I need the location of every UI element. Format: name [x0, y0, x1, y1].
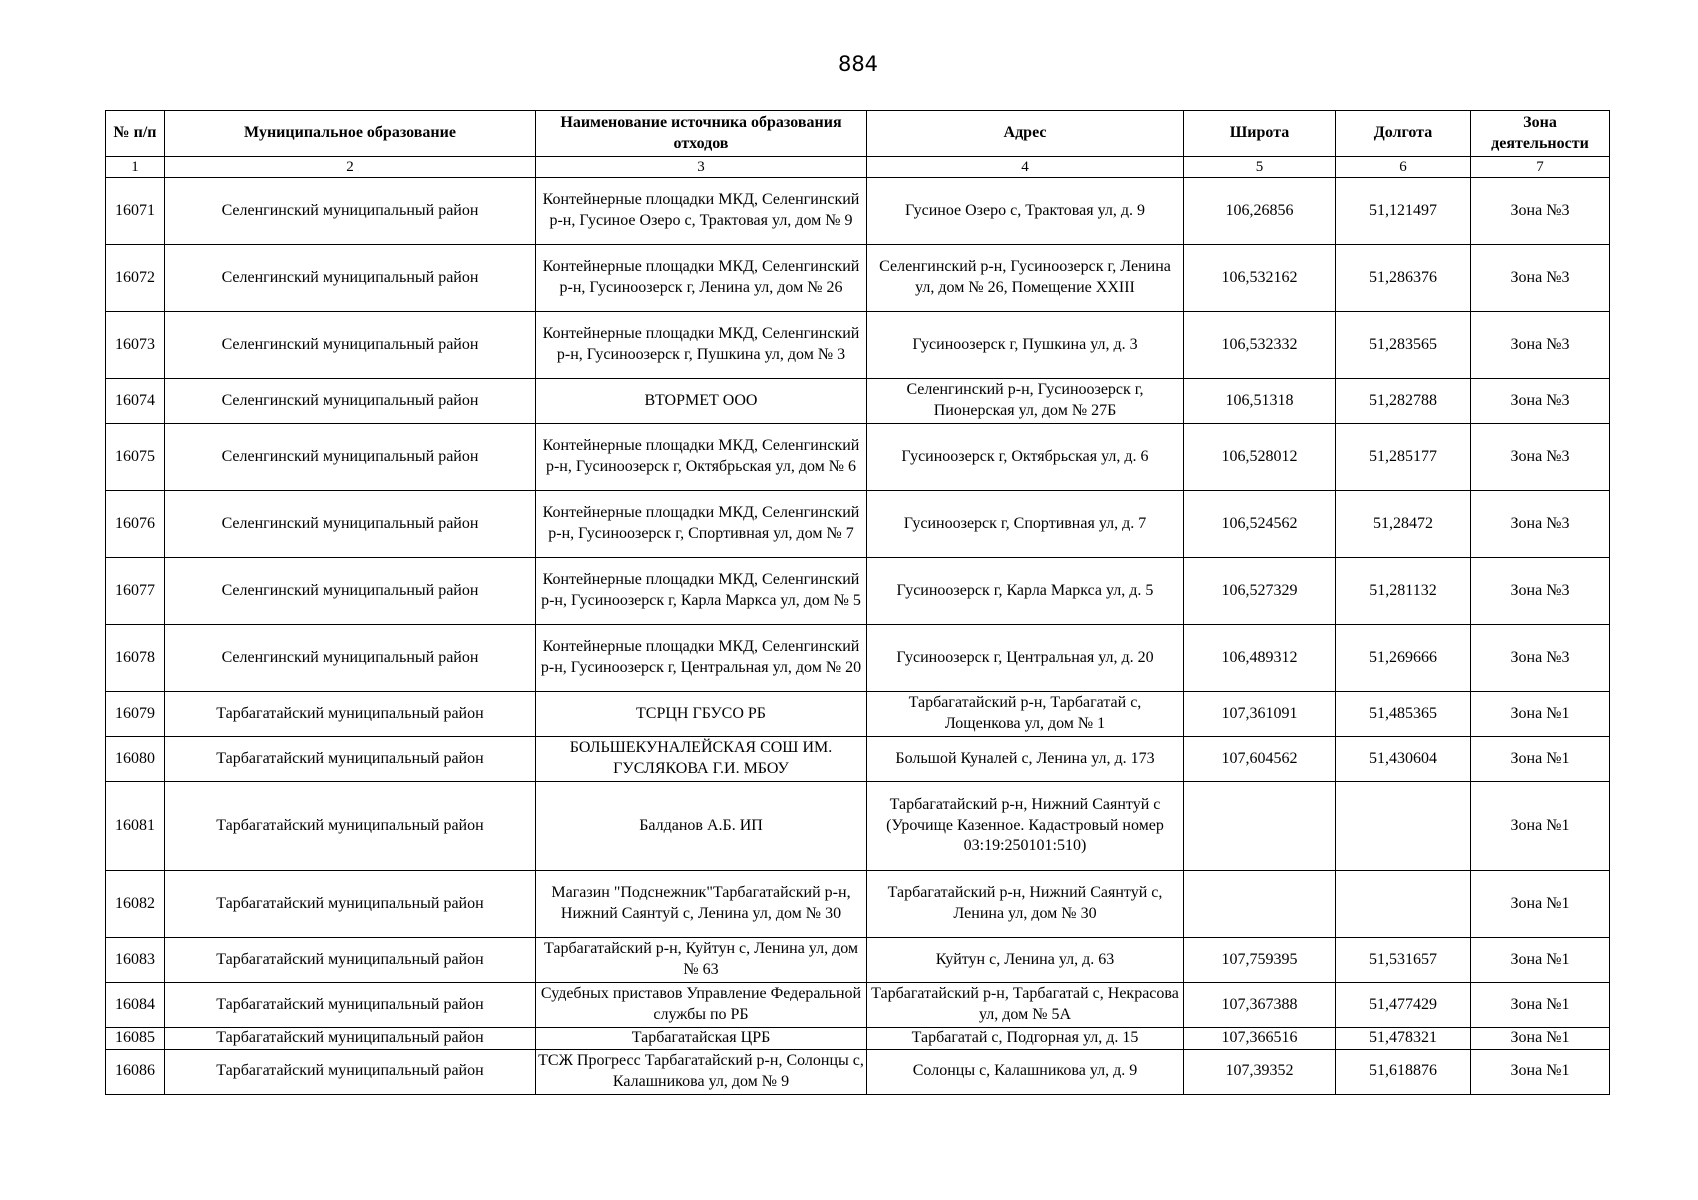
- column-number: 6: [1336, 157, 1471, 178]
- cell-index: 16083: [106, 938, 165, 983]
- cell-latitude: 107,39352: [1184, 1049, 1336, 1094]
- column-number-row: [106, 157, 1610, 178]
- cell-latitude: 107,604562: [1184, 737, 1336, 782]
- header-cell: Широта: [1184, 111, 1336, 157]
- cell-index: 16084: [106, 983, 165, 1028]
- cell-source-name: Контейнерные площадки МКД, Селенгинский р-н, Гусиноозерск г, Пушкина ул, дом № 3: [536, 312, 867, 379]
- cell-longitude: 51,286376: [1336, 245, 1471, 312]
- column-number: 4: [867, 157, 1184, 178]
- cell-index: 16080: [106, 737, 165, 782]
- column-number: 7: [1471, 157, 1610, 178]
- cell-municipality: Тарбагатайский муниципальный район: [165, 1049, 536, 1094]
- cell-municipality: Тарбагатайский муниципальный район: [165, 938, 536, 983]
- cell-municipality: Селенгинский муниципальный район: [165, 491, 536, 558]
- cell-address: Гусиноозерск г, Спортивная ул, д. 7: [867, 491, 1184, 558]
- cell-latitude: 107,759395: [1184, 938, 1336, 983]
- table-row: [106, 1028, 1610, 1050]
- cell-zone: Зона №1: [1471, 871, 1610, 938]
- cell-index: 16078: [106, 625, 165, 692]
- table-row: [106, 871, 1610, 938]
- cell-source-name: Контейнерные площадки МКД, Селенгинский р-н, Гусиноозерск г, Ленина ул, дом № 26: [536, 245, 867, 312]
- cell-municipality: Селенгинский муниципальный район: [165, 178, 536, 245]
- cell-longitude: 51,485365: [1336, 692, 1471, 737]
- table-row: [106, 245, 1610, 312]
- cell-municipality: Тарбагатайский муниципальный район: [165, 983, 536, 1028]
- cell-longitude: 51,531657: [1336, 938, 1471, 983]
- cell-index: 16082: [106, 871, 165, 938]
- cell-index: 16077: [106, 558, 165, 625]
- column-number: 2: [165, 157, 536, 178]
- cell-municipality: Селенгинский муниципальный район: [165, 379, 536, 424]
- cell-zone: Зона №1: [1471, 1049, 1610, 1094]
- cell-address: Тарбагатайский р-н, Нижний Саянтуй с (Урочище Казенное. Кадастровый номер 03:19:250101:510): [867, 782, 1184, 871]
- cell-longitude: 51,121497: [1336, 178, 1471, 245]
- table-row: [106, 737, 1610, 782]
- cell-zone: Зона №1: [1471, 1028, 1610, 1050]
- cell-address: Селенгинский р-н, Гусиноозерск г, Ленина ул, дом № 26, Помещение XXIII: [867, 245, 1184, 312]
- cell-source-name: ВТОРМЕТ ООО: [536, 379, 867, 424]
- cell-address: Куйтун с, Ленина ул, д. 63: [867, 938, 1184, 983]
- cell-latitude: 106,524562: [1184, 491, 1336, 558]
- cell-source-name: Контейнерные площадки МКД, Селенгинский р-н, Гусиноозерск г, Спортивная ул, дом № 7: [536, 491, 867, 558]
- cell-source-name: Контейнерные площадки МКД, Селенгинский р-н, Гусиноозерск г, Октябрьская ул, дом № 6: [536, 424, 867, 491]
- cell-longitude: [1336, 782, 1471, 871]
- cell-address: Гусиное Озеро с, Трактовая ул, д. 9: [867, 178, 1184, 245]
- table-row: [106, 558, 1610, 625]
- cell-address: Гусиноозерск г, Карла Маркса ул, д. 5: [867, 558, 1184, 625]
- cell-index: 16071: [106, 178, 165, 245]
- cell-longitude: 51,281132: [1336, 558, 1471, 625]
- cell-zone: Зона №3: [1471, 424, 1610, 491]
- cell-longitude: 51,477429: [1336, 983, 1471, 1028]
- cell-source-name: ТСЖ Прогресс Тарбагатайский р-н, Солонцы с, Калашникова ул, дом № 9: [536, 1049, 867, 1094]
- cell-longitude: 51,285177: [1336, 424, 1471, 491]
- cell-municipality: Тарбагатайский муниципальный район: [165, 782, 536, 871]
- cell-latitude: 106,532162: [1184, 245, 1336, 312]
- header-row: [106, 111, 1610, 157]
- column-number: 5: [1184, 157, 1336, 178]
- header-cell: Наименование источника образования отходов: [536, 111, 867, 157]
- cell-index: 16085: [106, 1028, 165, 1050]
- cell-source-name: Тарбагатайская ЦРБ: [536, 1028, 867, 1050]
- cell-latitude: 106,528012: [1184, 424, 1336, 491]
- cell-address: Гусиноозерск г, Центральная ул, д. 20: [867, 625, 1184, 692]
- cell-index: 16086: [106, 1049, 165, 1094]
- cell-latitude: 106,532332: [1184, 312, 1336, 379]
- cell-municipality: Селенгинский муниципальный район: [165, 625, 536, 692]
- cell-zone: Зона №1: [1471, 737, 1610, 782]
- cell-latitude: 107,366516: [1184, 1028, 1336, 1050]
- table-row: [106, 312, 1610, 379]
- cell-longitude: 51,269666: [1336, 625, 1471, 692]
- cell-source-name: Контейнерные площадки МКД, Селенгинский р-н, Гусиноозерск г, Карла Маркса ул, дом № 5: [536, 558, 867, 625]
- cell-source-name: Судебных приставов Управление Федеральной службы по РБ: [536, 983, 867, 1028]
- table-row: [106, 178, 1610, 245]
- column-number: 1: [106, 157, 165, 178]
- cell-zone: Зона №3: [1471, 625, 1610, 692]
- cell-zone: Зона №3: [1471, 178, 1610, 245]
- cell-latitude: 106,51318: [1184, 379, 1336, 424]
- cell-municipality: Тарбагатайский муниципальный район: [165, 737, 536, 782]
- page-number: 884: [837, 52, 879, 76]
- cell-latitude: 107,361091: [1184, 692, 1336, 737]
- cell-latitude: 106,489312: [1184, 625, 1336, 692]
- cell-source-name: Контейнерные площадки МКД, Селенгинский р-н, Гусиное Озеро с, Трактовая ул, дом № 9: [536, 178, 867, 245]
- cell-latitude: 106,527329: [1184, 558, 1336, 625]
- table-body: [106, 178, 1610, 1095]
- cell-longitude: 51,282788: [1336, 379, 1471, 424]
- cell-index: 16072: [106, 245, 165, 312]
- cell-latitude: [1184, 871, 1336, 938]
- header-cell: Долгота: [1336, 111, 1471, 157]
- cell-longitude: 51,283565: [1336, 312, 1471, 379]
- cell-address: Гусиноозерск г, Октябрьская ул, д. 6: [867, 424, 1184, 491]
- cell-zone: Зона №3: [1471, 245, 1610, 312]
- cell-longitude: 51,618876: [1336, 1049, 1471, 1094]
- cell-zone: Зона №3: [1471, 558, 1610, 625]
- cell-zone: Зона №3: [1471, 312, 1610, 379]
- table-row: [106, 983, 1610, 1028]
- cell-longitude: 51,28472: [1336, 491, 1471, 558]
- header-cell: Адрес: [867, 111, 1184, 157]
- cell-zone: Зона №3: [1471, 491, 1610, 558]
- cell-address: Солонцы с, Калашникова ул, д. 9: [867, 1049, 1184, 1094]
- cell-address: Тарбагатайский р-н, Тарбагатай с, Некрасова ул, дом № 5А: [867, 983, 1184, 1028]
- cell-source-name: БОЛЬШЕКУНАЛЕЙСКАЯ СОШ ИМ. ГУСЛЯКОВА Г.И. МБОУ: [536, 737, 867, 782]
- cell-index: 16079: [106, 692, 165, 737]
- cell-source-name: Балданов А.Б. ИП: [536, 782, 867, 871]
- table-row: [106, 1049, 1610, 1094]
- cell-municipality: Тарбагатайский муниципальный район: [165, 1028, 536, 1050]
- table-row: [106, 625, 1610, 692]
- cell-index: 16076: [106, 491, 165, 558]
- cell-index: 16073: [106, 312, 165, 379]
- cell-municipality: Тарбагатайский муниципальный район: [165, 871, 536, 938]
- cell-zone: Зона №3: [1471, 379, 1610, 424]
- cell-longitude: [1336, 871, 1471, 938]
- column-number: 3: [536, 157, 867, 178]
- cell-zone: Зона №1: [1471, 983, 1610, 1028]
- table-row: [106, 782, 1610, 871]
- header-cell: Зона деятельности: [1471, 111, 1610, 157]
- table-row: [106, 491, 1610, 558]
- table-row: [106, 938, 1610, 983]
- cell-address: Тарбагатай с, Подгорная ул, д. 15: [867, 1028, 1184, 1050]
- cell-longitude: 51,430604: [1336, 737, 1471, 782]
- cell-source-name: ТСРЦН ГБУСО РБ: [536, 692, 867, 737]
- cell-longitude: 51,478321: [1336, 1028, 1471, 1050]
- cell-municipality: Селенгинский муниципальный район: [165, 424, 536, 491]
- cell-address: Гусиноозерск г, Пушкина ул, д. 3: [867, 312, 1184, 379]
- cell-municipality: Селенгинский муниципальный район: [165, 312, 536, 379]
- table-row: [106, 424, 1610, 491]
- cell-index: 16075: [106, 424, 165, 491]
- cell-source-name: Контейнерные площадки МКД, Селенгинский р-н, Гусиноозерск г, Центральная ул, дом № 20: [536, 625, 867, 692]
- cell-municipality: Селенгинский муниципальный район: [165, 245, 536, 312]
- cell-municipality: Селенгинский муниципальный район: [165, 558, 536, 625]
- cell-latitude: 107,367388: [1184, 983, 1336, 1028]
- cell-latitude: [1184, 782, 1336, 871]
- table-row: [106, 692, 1610, 737]
- cell-address: Тарбагатайский р-н, Тарбагатай с, Лощенкова ул, дом № 1: [867, 692, 1184, 737]
- cell-source-name: Тарбагатайский р-н, Куйтун с, Ленина ул, дом № 63: [536, 938, 867, 983]
- cell-municipality: Тарбагатайский муниципальный район: [165, 692, 536, 737]
- cell-index: 16081: [106, 782, 165, 871]
- cell-source-name: Магазин "Подснежник"Тарбагатайский р-н, Нижний Саянтуй с, Ленина ул, дом № 30: [536, 871, 867, 938]
- cell-zone: Зона №1: [1471, 782, 1610, 871]
- table-row: [106, 379, 1610, 424]
- cell-address: Селенгинский р-н, Гусиноозерск г, Пионерская ул, дом № 27Б: [867, 379, 1184, 424]
- cell-zone: Зона №1: [1471, 938, 1610, 983]
- cell-zone: Зона №1: [1471, 692, 1610, 737]
- header-cell: Муниципальное образование: [165, 111, 536, 157]
- cell-address: Большой Куналей с, Ленина ул, д. 173: [867, 737, 1184, 782]
- cell-latitude: 106,26856: [1184, 178, 1336, 245]
- cell-address: Тарбагатайский р-н, Нижний Саянтуй с, Ленина ул, дом № 30: [867, 871, 1184, 938]
- header-cell: № п/п: [106, 111, 165, 157]
- cell-index: 16074: [106, 379, 165, 424]
- waste-sources-table: [105, 110, 1610, 1095]
